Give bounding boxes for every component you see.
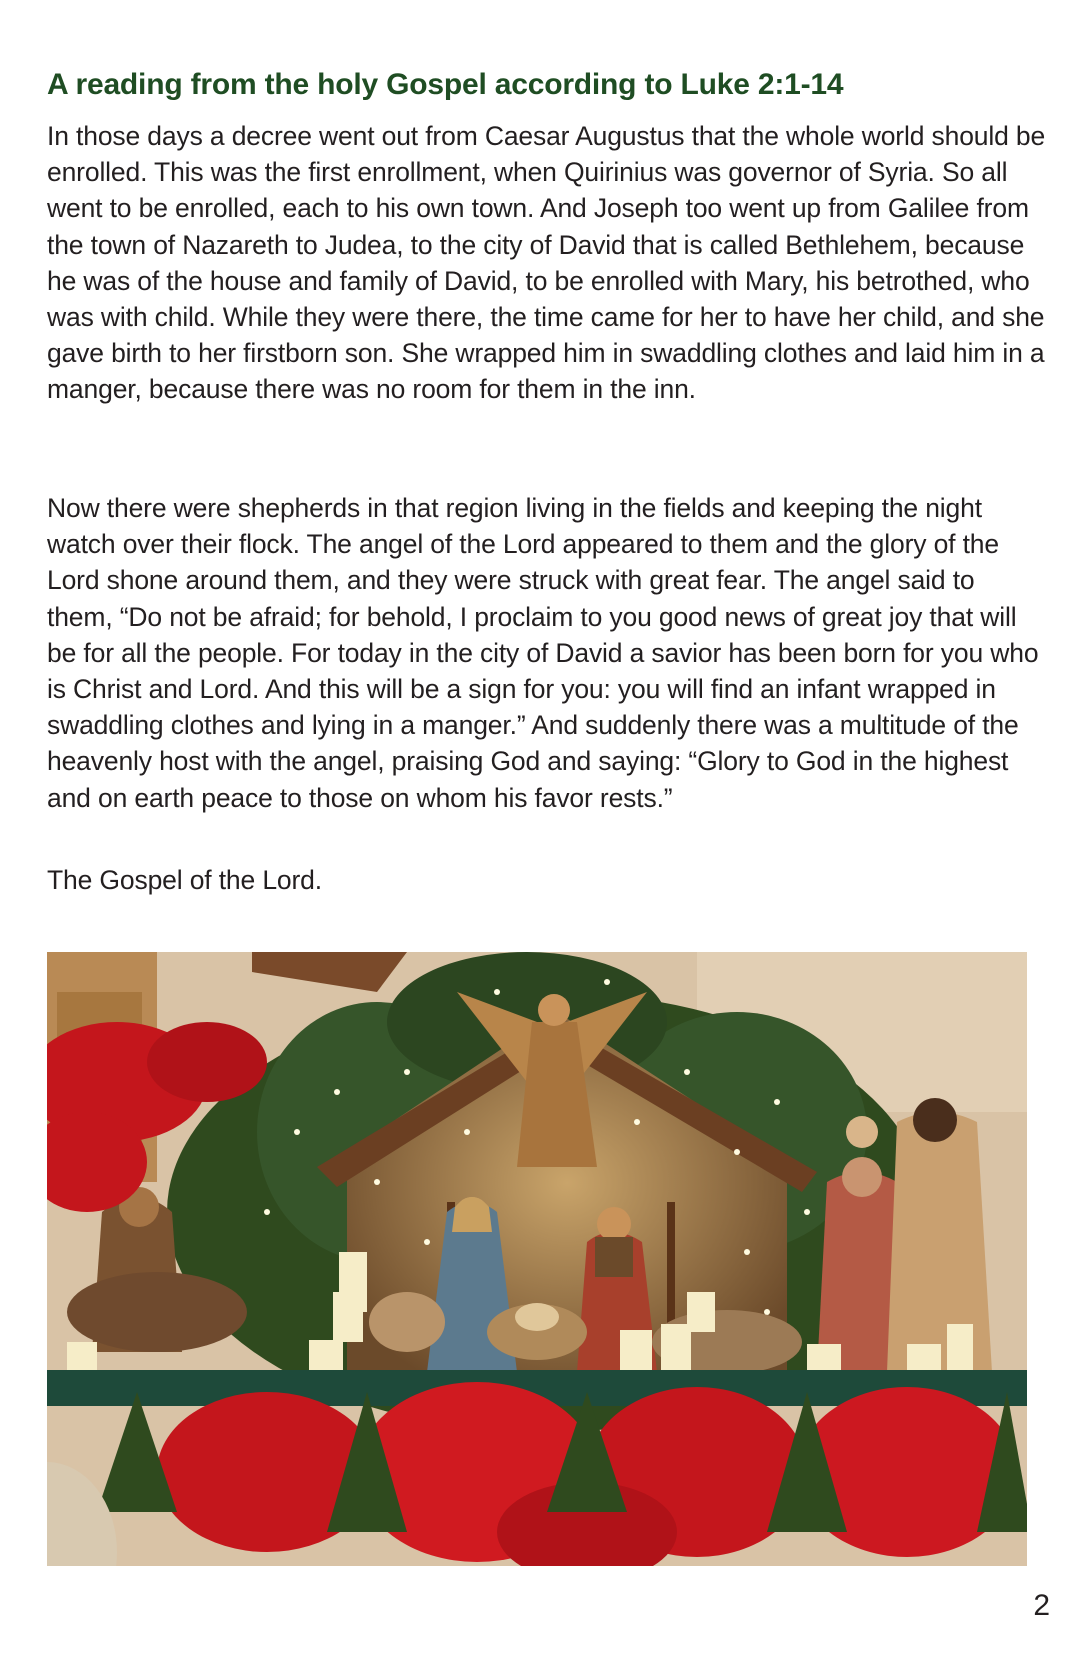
reading-paragraph-1: In those days a decree went out from Caesar Augustus that the whole world should be enrolled. This was the first enrollment, when Quirinius was governor of Syria. So all went to be enrolled, each to his own town. And Joseph too went up from Galilee from the town of Nazareth to Judea, to the city of David that is called Bethlehem, because he was of the house and family of David, to be enrolled with Mary, his betrothed, who was with child. While they were there, the time came for her to have her child, and she gave birth to her firstborn son. She wrapped him in swaddling clothes and laid him in a manger, because there was no room for them in the inn.	[47, 121, 1046, 405]
nativity-scene-photo	[47, 952, 1027, 1566]
reading-paragraph-2: Now there were shepherds in that region living in the fields and keeping the night watch over their flock. The angel of the Lord appeared to them and the glory of the Lord shone around them, and they were struck with great fear. The angel said to them, “Do not be afraid; for behold, I proclaim to you good news of great joy that will be for all the people. For today in the city of David a savior has been born for you who is Christ and Lord. And this will be a sign for you: you will find an infant wrapped in swaddling clothes and lying in a manger.” And suddenly there was a multitude of the heavenly host with the angel, praising God and saying: “Glory to God in the highest and on earth peace to those on whom his favor rests.”	[47, 493, 1039, 813]
ox-figure	[67, 1272, 247, 1352]
page-number: 2	[1033, 1589, 1050, 1622]
sheep-figure	[369, 1292, 445, 1352]
reading-heading: A reading from the holy Gospel according to Luke 2:1-14	[47, 68, 844, 101]
nativity-scene-illustration	[47, 952, 1027, 1566]
reading-closing: The Gospel of the Lord.	[47, 865, 322, 895]
